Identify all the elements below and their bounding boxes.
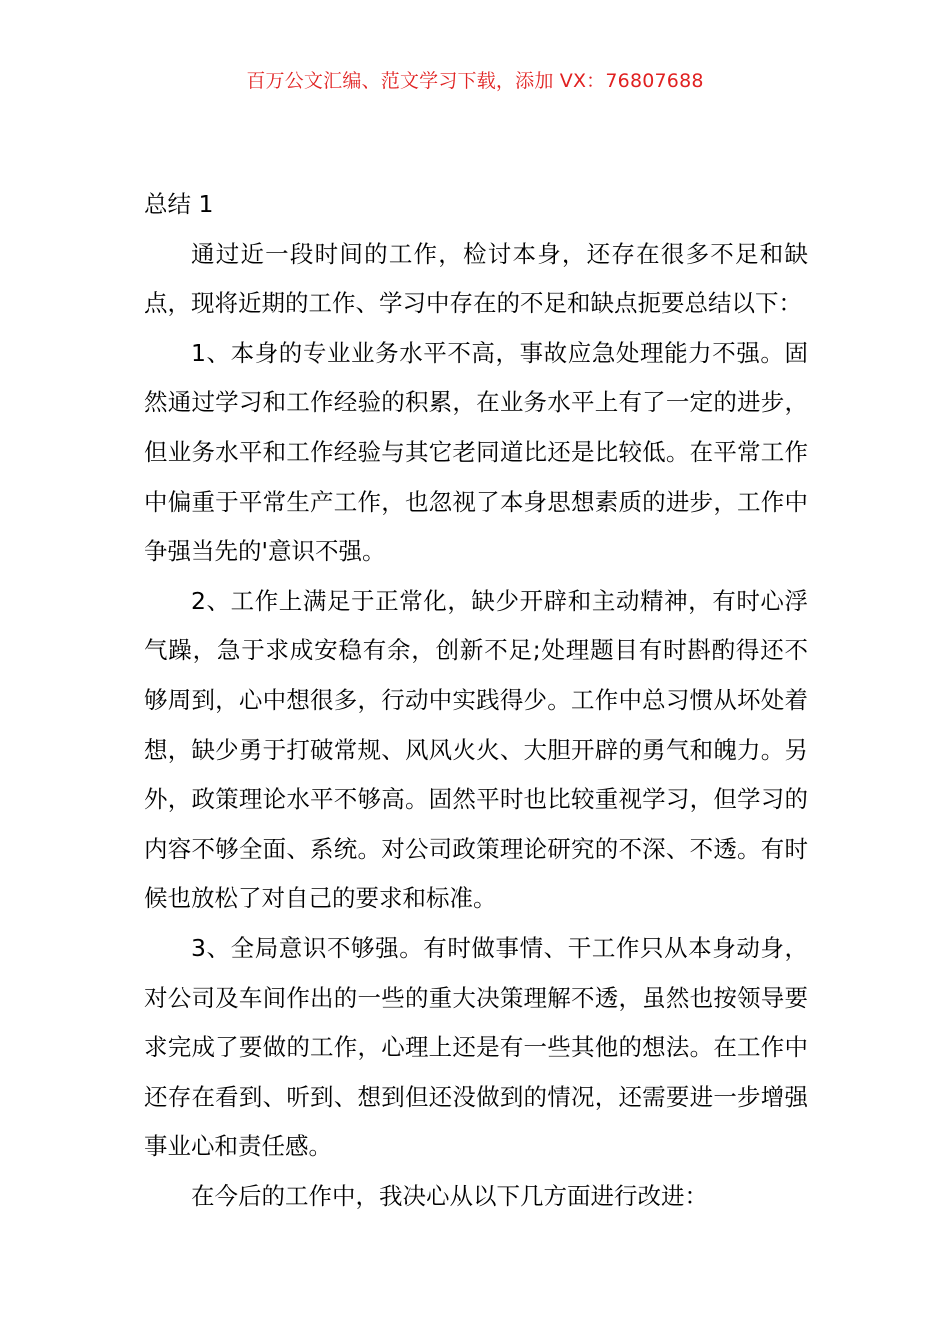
document-title: 总结 1 — [144, 190, 214, 218]
paragraph-closing: 在今后的工作中，我决心从以下几方面进行改进： — [191, 1181, 708, 1210]
paragraph-intro: 通过近一段时间的工作，检讨本身，还存在很多不足和缺点，现将近期的工作、学习中存在的不足和缺点扼要总结以下： — [144, 239, 808, 318]
paragraph-point-2: 2、工作上满足于正常化，缺少开辟和主动精神，有时心浮气躁，急于求成安稳有余，创新不足;处理题目有时斟酌得还不够周到，心中想很多，行动中实践得少。工作中总习惯从坏处着想，缺少勇于打破常规、风风火火、大胆开辟的勇气和魄力。另外，政策理论水平不够高。固然平时也比较重视学习，但学习的内容不够全面、系统。对公司政策理论研究的不深、不透。有时候也放松了对自己的要求和标准。 — [144, 586, 808, 913]
watermark-header: 百万公文汇编、范文学习下载，添加 VX：76807688 — [246, 70, 704, 92]
paragraph-point-1: 1、本身的专业业务水平不高，事故应急处理能力不强。固然通过学习和工作经验的积累，在业务水平上有了一定的进步，但业务水平和工作经验与其它老同道比还是比较低。在平常工作中偏重于平常生产工作，也忽视了本身思想素质的进步，工作中争强当先的'意识不强。 — [144, 338, 808, 566]
paragraph-point-3: 3、全局意识不够强。有时做事情、干工作只从本身动身，对公司及车间作出的一些的重大决策理解不透，虽然也按领导要求完成了要做的工作，心理上还是有一些其他的想法。在工作中还存在看到、听到、想到但还没做到的情况，还需要进一步增强事业心和责任感。 — [144, 933, 808, 1161]
document-body — [144, 180, 808, 1221]
